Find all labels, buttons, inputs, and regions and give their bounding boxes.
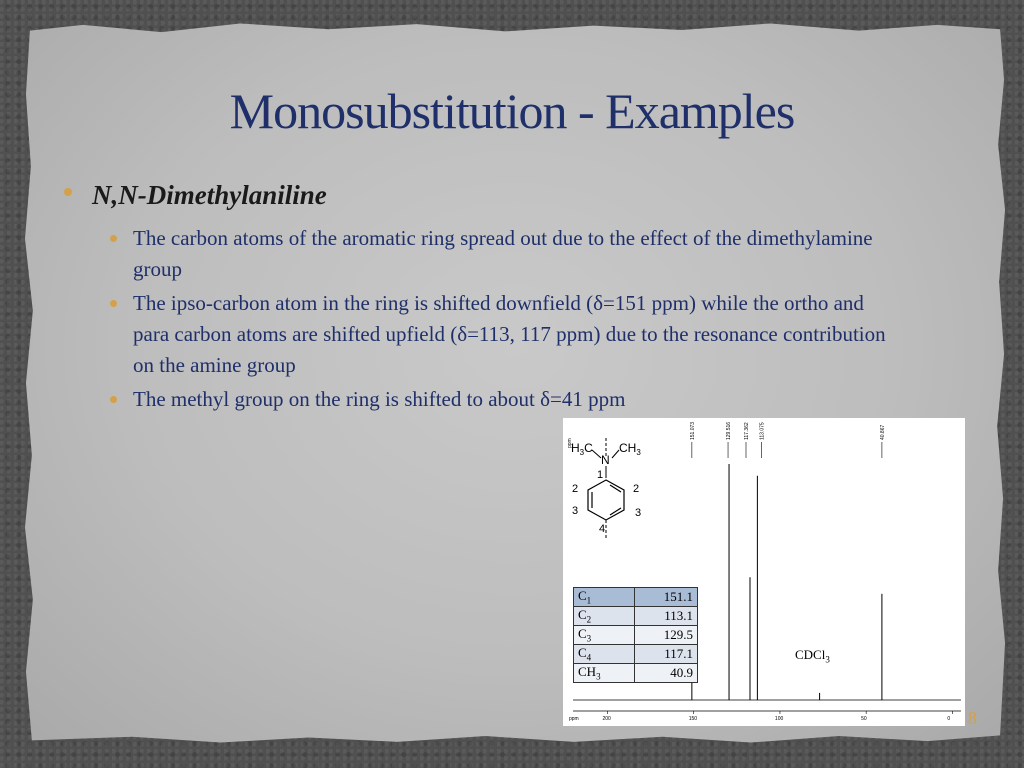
label-subscript: 3	[586, 633, 592, 644]
table-row	[574, 588, 698, 607]
table-row	[574, 664, 698, 683]
table-cell-label: $CH_3$	[574, 664, 635, 683]
molecule-structure	[571, 438, 641, 540]
bullet-dot	[110, 300, 117, 307]
table-cell-label: $C_1$	[574, 588, 635, 607]
x-axis-unit: ppm	[569, 716, 579, 722]
ring-number: 2	[572, 483, 579, 495]
bullet-point	[110, 384, 900, 415]
x-tick-label: 50	[861, 716, 867, 722]
label-subscript: 2	[586, 614, 592, 625]
x-tick-label: 150	[688, 716, 698, 722]
slide-title: Monosubstitution - Examples	[229, 83, 795, 139]
nitrogen-label: N	[601, 453, 610, 467]
bullet-text: The carbon atoms of the aromatic ring spread out due to the effect of the dimethylamine group	[133, 226, 873, 281]
table-cell-value: 40.9	[635, 664, 698, 683]
peak-label: 117.362	[743, 422, 750, 440]
x-tick-label: 100	[774, 716, 784, 722]
bullet-dot	[110, 235, 117, 242]
bullet-point	[110, 223, 900, 285]
peak-label: 113.075	[759, 422, 766, 440]
ring-number: 2	[633, 483, 640, 495]
ring-number: 4	[599, 523, 606, 535]
bullet-text: The methyl group on the ring is shifted to about δ=41 ppm	[133, 387, 626, 411]
bond	[612, 450, 619, 458]
compound-heading-text: N,N-Dimethylaniline	[92, 180, 327, 210]
table-cell-value: 117.1	[635, 645, 698, 664]
peak-label: 40.867	[879, 424, 886, 440]
table-cell-value: 129.5	[635, 626, 698, 645]
table-row	[574, 645, 698, 664]
benzene-ring	[588, 480, 624, 520]
bond	[592, 450, 601, 458]
methyl-right-label: $CH_3$	[619, 441, 641, 457]
table-cell-value: 151.1	[635, 588, 698, 607]
axis-unit-top: ppm	[567, 438, 573, 448]
chemical-shift-table	[573, 587, 698, 683]
bullet-text: The ipso-carbon atom in the ring is shifted downfield (δ=151 ppm) while the ortho and para carbon atoms are shifted upfield (δ=113, 117 ppm) due to the resonance contribution on the amine group	[133, 291, 886, 377]
methyl-left-label: $H_3C$	[571, 441, 593, 457]
ring-number: 3	[635, 507, 642, 519]
x-tick-label: 0	[947, 716, 951, 722]
solvent-label	[795, 647, 830, 665]
label-subscript: 4	[586, 652, 592, 663]
table-row	[574, 626, 698, 645]
table-cell-label: $C_2$	[574, 607, 635, 626]
table-cell-value: 113.1	[635, 607, 698, 626]
solvent-subscript: 3	[825, 654, 830, 665]
solvent-text: CDCl	[795, 647, 826, 662]
table-cell-label: $C_3$	[574, 626, 635, 645]
double-bond	[610, 508, 621, 515]
label-subscript: 1	[586, 595, 592, 606]
bullet-point	[110, 288, 900, 381]
table-cell-label: $C_4$	[574, 645, 635, 664]
bullet-dot	[110, 396, 117, 403]
label-subscript: 3	[596, 671, 601, 682]
table-row	[574, 607, 698, 626]
double-bond	[610, 485, 621, 492]
ring-number: 3	[572, 505, 579, 517]
peak-label: 129.516	[726, 421, 733, 440]
ring-number: 1	[597, 469, 604, 481]
compound-heading	[64, 180, 327, 211]
x-tick-label: 200	[602, 716, 611, 722]
peak-label: 151.073	[689, 421, 696, 440]
page-number: 8	[968, 708, 977, 728]
